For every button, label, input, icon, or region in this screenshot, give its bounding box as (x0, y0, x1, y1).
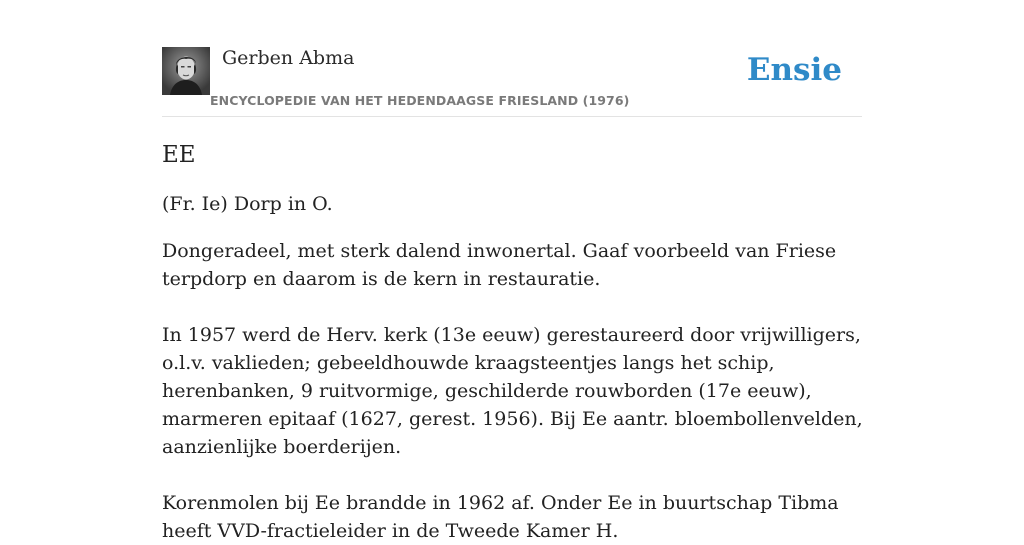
article-paragraph-3: Korenmolen bij Ee brandde in 1962 af. Onder Ee in buurtschap Tibma heeft VVD-fractieleider in de Tweede Kamer H. (162, 492, 839, 542)
article-body (162, 140, 866, 545)
article-paragraph-2: In 1957 werd de Herv. kerk (13e eeuw) gerestaureerd door vrijwilligers, o.l.v. vaklieden; gebeeldhouwde kraagsteentjes langs het schip, herenbanken, 9 ruitvormige, geschilderde rouwborden (17e eeuw), marmeren epitaaf (1627, gerest. 1956). Bij Ee aantr. bloembollenvelden, aanzienlijke boerderijen. (162, 324, 863, 458)
author-name[interactable]: Gerben Abma (222, 47, 355, 69)
article-title: EE (162, 142, 196, 168)
avatar[interactable] (162, 47, 210, 95)
brand-logo[interactable]: Ensie (746, 52, 842, 88)
article-header (162, 46, 862, 117)
paragraph-gap (162, 461, 866, 489)
article-intro: (Fr. Ie) Dorp in O. (162, 193, 333, 215)
paragraph-gap (162, 293, 866, 321)
source-title[interactable]: ENCYCLOPEDIE VAN HET HEDENDAAGSE FRIESLAND (1976) (210, 93, 630, 108)
author-portrait-icon (162, 47, 210, 95)
article-paragraph-1: Dongeradeel, met sterk dalend inwonertal. Gaaf voorbeeld van Friese terpdorp en daarom is de kern in restauratie. (162, 240, 837, 290)
